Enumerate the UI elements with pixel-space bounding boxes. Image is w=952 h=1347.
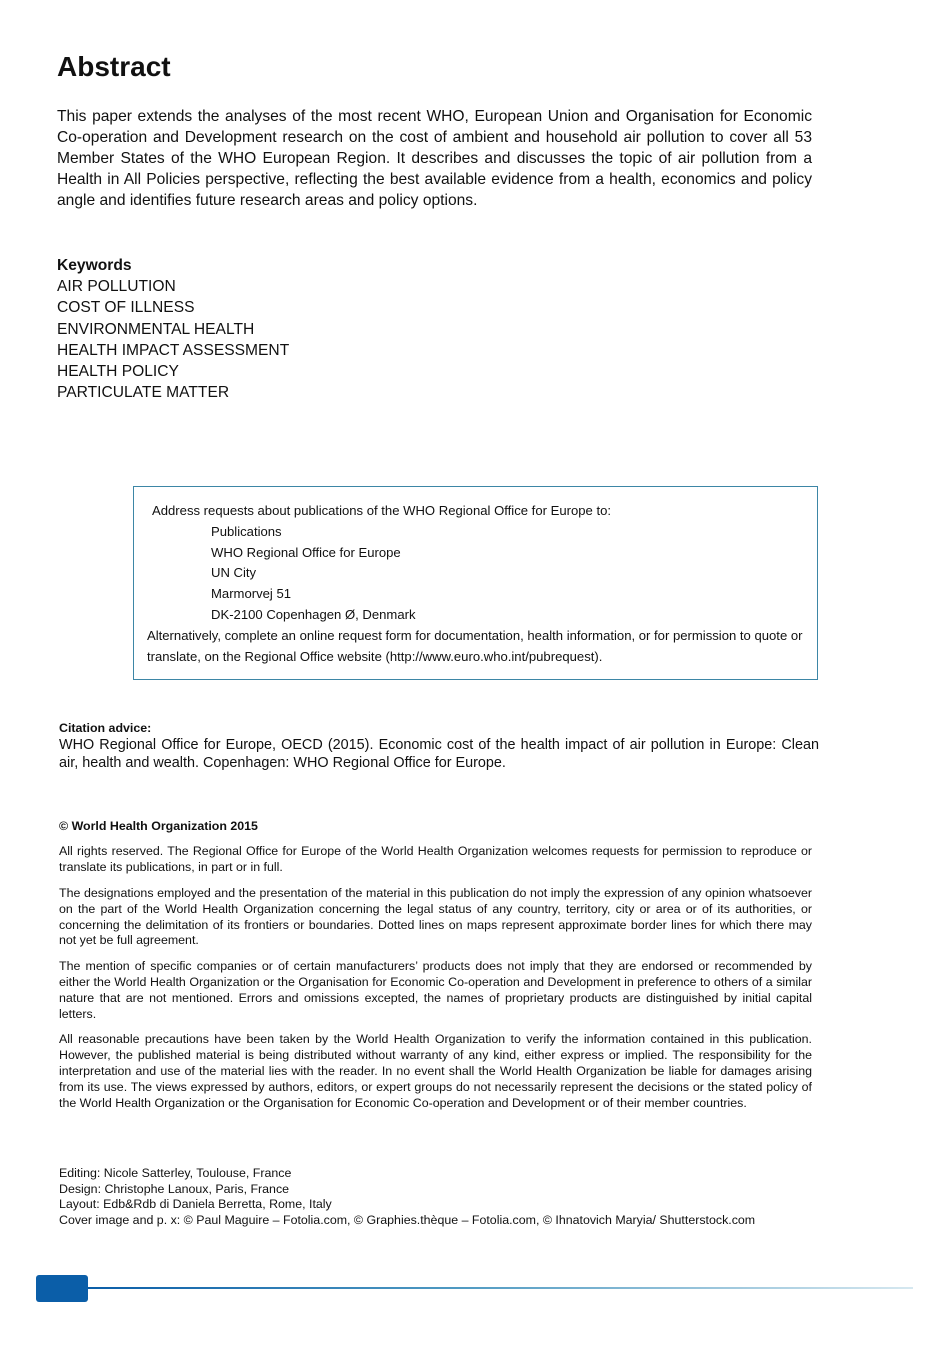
keyword-item: HEALTH IMPACT ASSESSMENT: [57, 341, 290, 359]
footer-page-tab: [36, 1275, 88, 1302]
citation-heading: Citation advice:: [59, 721, 152, 735]
address-line: UN City: [211, 565, 257, 581]
address-alternative: Alternatively, complete an online request form for documentation, health information, or for permission to quote or translate, on the Regional Office website (http://www.euro.who.int/pubrequest).: [147, 628, 803, 664]
copyright-heading: © World Health Organization 2015: [59, 819, 258, 833]
address-line: WHO Regional Office for Europe: [211, 544, 401, 560]
keywords-section: [57, 255, 289, 403]
address-line: DK-2100 Copenhagen Ø, Denmark: [211, 606, 416, 622]
footer-rule: [88, 1287, 913, 1289]
credit-line: Cover image and p. x: © Paul Maguire – Fotolia.com, © Graphies.thèque – Fotolia.com, © Ihnatovich Maryia/ Shutterstock.com: [59, 1212, 756, 1227]
credit-line: Layout: Edb&Rdb di Daniela Berretta, Rome, Italy: [59, 1197, 332, 1211]
keyword-item: AIR POLLUTION: [57, 278, 176, 296]
keyword-item: PARTICULATE MATTER: [57, 384, 230, 402]
keywords-heading: Keywords: [57, 257, 132, 274]
address-lines: [211, 522, 416, 626]
keyword-item: COST OF ILLNESS: [57, 299, 195, 317]
citation-section: [59, 720, 819, 772]
copyright-section: [59, 819, 812, 1121]
copyright-paragraph: All reasonable precautions have been taken by the World Health Organization to verify the information contained in this publication. However, the published material is being distributed without warranty of any kind, either express or implied. The responsibility for the interpretation and use of the material lies with the reader. In no event shall the World Health Organization be liable for damages arising from its use. The views expressed by authors, editors, or expert groups do not necessarily represent the decisions or the stated policy of the World Health Organization or the Organisation for Economic Co-operation and Development or of their member countries.: [59, 1031, 812, 1110]
address-line: Publications: [211, 524, 282, 539]
keywords-list: [57, 276, 289, 403]
citation-text: WHO Regional Office for Europe, OECD (2015). Economic cost of the health impact of air pollution in Europe: Clean air, health and wealth. Copenhagen: WHO Regional Office for Europe.: [59, 737, 819, 771]
keyword-item: HEALTH POLICY: [57, 363, 179, 381]
copyright-paragraph: The designations employed and the presentation of the material in this publication do not imply the expression of any opinion whatsoever on the part of the World Health Organization concerning the legal status of any country, territory, city or area or of its authorities, or concerning the delimitation of its frontiers or boundaries. Dotted lines on maps represent approximate border lines for which there may not yet be full agreement.: [59, 885, 812, 948]
copyright-paragraph: All rights reserved. The Regional Office for Europe of the World Health Organization welcomes requests for permission to reproduce or translate its publications, in part or in full.: [59, 844, 812, 875]
credit-line: Design: Christophe Lanoux, Paris, France: [59, 1181, 290, 1196]
keyword-item: ENVIRONMENTAL HEALTH: [57, 320, 255, 338]
address-box: [133, 486, 818, 680]
credits-list: [59, 1166, 812, 1228]
abstract-title: Abstract: [57, 51, 171, 82]
copyright-paragraph: The mention of specific companies or of certain manufacturers’ products does not imply that they are endorsed or recommended by either the World Health Organization or the Organisation for Economic Co-operation and Development in preference to others of a similar nature that are not mentioned. Errors and omissions excepted, the names of proprietary products are distinguished by initial capital letters.: [59, 958, 812, 1021]
address-intro: Address requests about publications of the WHO Regional Office for Europe to:: [152, 503, 612, 518]
address-line: Marmorvej 51: [211, 586, 292, 602]
abstract-text: This paper extends the analyses of the most recent WHO, European Union and Organisation for Economic Co-operation and Development research on the cost of ambient and household air pollution to cover all 53 Member States of the WHO European Region. It describes and discusses the topic of air pollution from a Health in All Policies perspective, reflecting the best available evidence from a health, economics and policy angle and identifies future research areas and policy options.: [57, 108, 812, 209]
credit-line: Editing: Nicole Satterley, Toulouse, France: [59, 1166, 292, 1180]
